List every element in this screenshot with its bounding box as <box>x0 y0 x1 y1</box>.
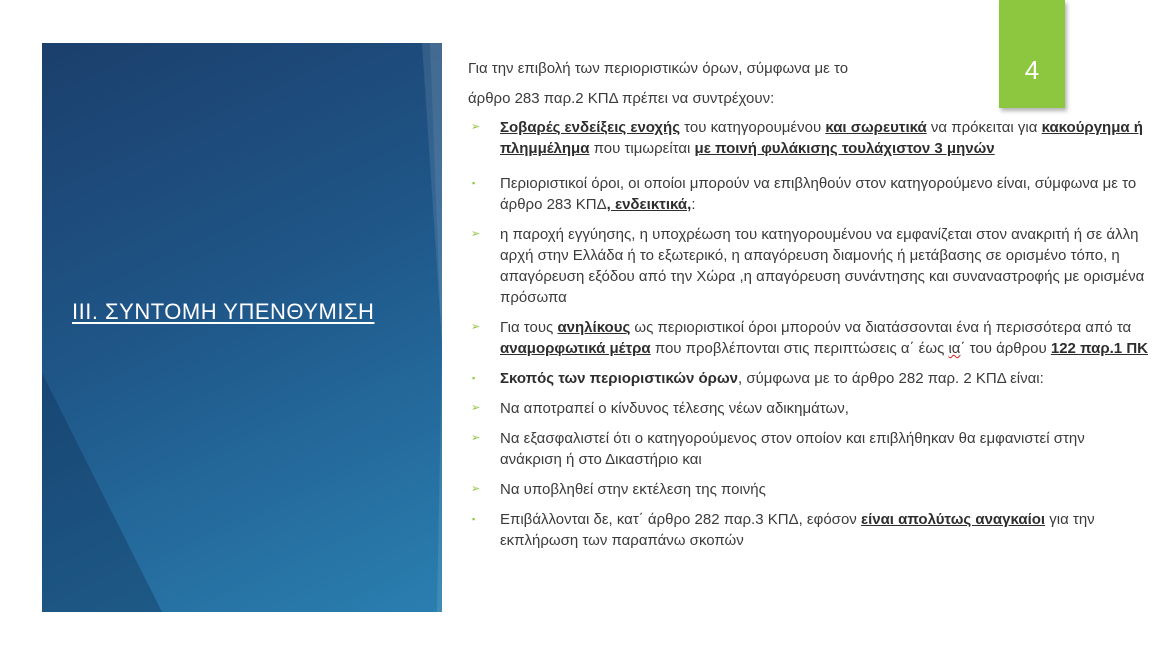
bullet-item <box>468 509 1148 551</box>
bullet-text-segment: ια <box>948 340 961 357</box>
bullet-text-segment: ΄ του άρθρου <box>960 340 1051 357</box>
bullet-text-segment: η παροχή εγγύησης, η υποχρέωση του κατηγορουμένου να εμφανίζεται στον ανακριτή ή σε άλλη αρχή στην Ελλάδα ή το εξωτερικό, η απαγόρευση διαμονής ή μετάβασης σε ορισμένο τόπο, η απαγόρευση εξόδου από την Χώρα ,η απαγόρευση συνάντησης και συναναστροφής με ορισμένα πρόσωπα <box>500 226 1145 306</box>
bullet-text-segment: είναι απολύτως αναγκαίοι <box>860 511 1046 528</box>
bullet-text-segment: , ενδεικτικά, <box>606 196 692 213</box>
bullet-item <box>468 224 1148 308</box>
bullet-arrow-icon: ➢ <box>471 121 481 133</box>
bullet-text-segment: Να αποτραπεί ο κίνδυνος τέλεσης νέων αδικημάτων, <box>500 400 849 417</box>
bullet-arrow-icon: ➢ <box>471 432 481 444</box>
title-panel <box>42 43 442 612</box>
panel-decoration <box>42 43 442 612</box>
bullet-item <box>468 368 1148 389</box>
section-title: ΙΙΙ. ΣΥΝΤΟΜΗ ΥΠΕΝΘΥΜΙΣΗ <box>72 299 375 324</box>
bullet-text-segment: που τιμωρείται <box>589 140 695 157</box>
intro-line-1: Για την επιβολή των περιοριστικών όρων, σύμφωνα με το <box>468 60 849 77</box>
slide-content <box>468 58 1148 551</box>
bullet-item <box>468 117 1148 159</box>
intro-line-2: άρθρο 283 παρ.2 ΚΠΔ πρέπει να συντρέχουν: <box>468 90 775 107</box>
bullet-dot-icon: ▪ <box>472 373 476 383</box>
bullet-text-segment: κακούργημα ή πλημμέλημα <box>500 119 1143 157</box>
bullet-text-segment: Επιβάλλονται δε, κατ΄ άρθρο 282 παρ.3 ΚΠΔ, εφόσον <box>500 511 861 528</box>
bullet-item <box>468 479 1148 500</box>
bullet-text-segment: Να υποβληθεί στην εκτέλεση της ποινής <box>500 481 766 498</box>
bullet-text-segment: 122 παρ.1 ΠΚ <box>1050 340 1148 357</box>
bullet-text-segment: και σωρευτικά <box>825 119 927 136</box>
bullet-text-segment: για την εκπλήρωση των παραπάνω σκοπών <box>500 511 1095 549</box>
bullet-text-segment: Να εξασφαλιστεί ότι ο κατηγορούμενος στον οποίον και επιβλήθηκαν θα εμφανιστεί στην ανάκριση ή στο Δικαστήριο και <box>500 430 1085 468</box>
bullet-item <box>468 173 1148 215</box>
bullet-text-segment: με ποινή φυλάκισης τουλάχιστον 3 μηνών <box>694 140 995 157</box>
bullet-text-segment: Για τους <box>500 319 558 336</box>
bullet-dot-icon: ▪ <box>472 514 476 524</box>
bullet-arrow-icon: ➢ <box>471 402 481 414</box>
bullet-text-segment: : <box>691 196 696 213</box>
bullet-text-segment: του κατηγορουμένου <box>680 119 826 136</box>
bullet-text-segment: Σκοπός των περιοριστικών όρων <box>500 370 738 387</box>
bullet-text-segment: ως περιοριστικοί όροι μπορούν να διατάσσονται ένα ή περισσότερα από τα <box>630 319 1132 336</box>
bullet-arrow-icon: ➢ <box>471 483 481 495</box>
bullet-item <box>468 317 1148 359</box>
bullet-text-segment: Περιοριστικοί όροι, οι οποίοι μπορούν να επιβληθούν στον κατηγορούμενο είναι, σύμφωνα με το άρθρο 283 ΚΠΔ <box>500 175 1137 213</box>
bullet-text-segment: ανηλίκους <box>557 319 631 336</box>
page-number: 4 <box>1024 55 1040 85</box>
bullet-list <box>468 117 1148 551</box>
bullet-item <box>468 428 1148 470</box>
bullet-text-segment: Σοβαρές ενδείξεις ενοχής <box>500 119 681 136</box>
bullet-text-segment: που προβλέπονται στις περιπτώσεις α΄ έως <box>650 340 949 357</box>
bullet-item <box>468 398 1148 419</box>
bullet-arrow-icon: ➢ <box>471 321 481 333</box>
bullet-arrow-icon: ➢ <box>471 228 481 240</box>
bullet-text-segment: , σύμφωνα με το άρθρο 282 παρ. 2 ΚΠΔ είναι: <box>737 370 1044 387</box>
bullet-dot-icon: ▪ <box>472 178 476 188</box>
bullet-text-segment: να πρόκειται για <box>926 119 1042 136</box>
bullet-text-segment: αναμορφωτικά μέτρα <box>500 340 651 357</box>
